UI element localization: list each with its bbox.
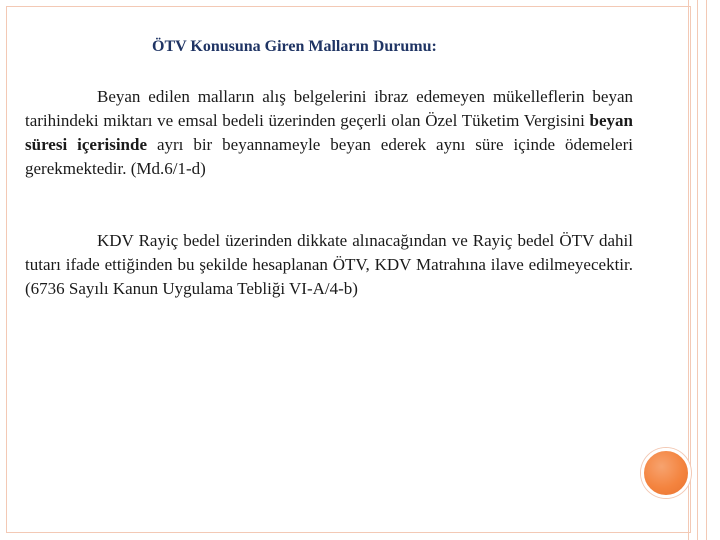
paragraph-2-text: KDV Rayiç bedel üzerinden dikkate alınacağından ve Rayiç bedel ÖTV dahil tutarı ifade ettiğinden bu şekilde hesaplanan ÖTV, KDV Matrahına ilave edilmeyecektir. (6736 Sayılı Kanun Uygulama Tebliği VI-A/4-b) — [25, 231, 633, 298]
decorative-rule — [706, 0, 707, 540]
decorative-rule — [697, 0, 698, 540]
paragraph-1-bold-phrase: beyan süresi içerisinde — [25, 111, 633, 154]
paragraph-1-text-b: ayrı bir beyannameyle beyan ederek aynı süre içinde ödemeleri gerekmektedir. (Md.6/1-d) — [25, 135, 633, 178]
paragraph-1-text-a: Beyan edilen malların alış belgelerini ibraz edemeyen mükelleflerin beyan tarihindeki miktarı ve emsal bedeli üzerinden geçerli olan Özel Tüketim Vergisini — [25, 87, 633, 130]
slide-title: ÖTV Konusuna Giren Malların Durumu: — [152, 38, 437, 55]
paragraph-1 — [25, 85, 633, 181]
decorative-rule — [688, 0, 689, 540]
decorative-circle-icon — [641, 448, 691, 498]
paragraph-2 — [25, 229, 633, 301]
